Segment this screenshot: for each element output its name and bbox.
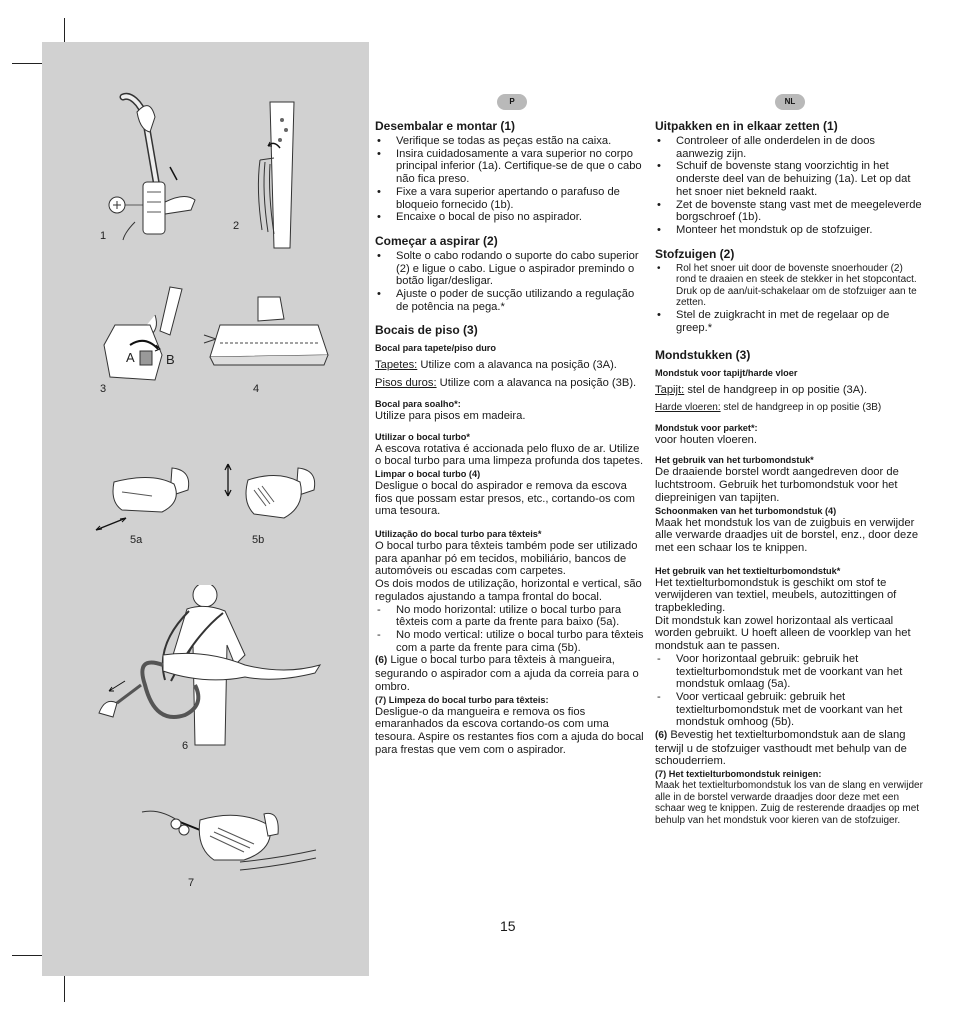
paragraph-text: Utilize com a alavanca na posição (3B). <box>436 377 637 390</box>
bullet-list <box>375 250 645 314</box>
section-heading: Começar a aspirar (2) <box>375 233 498 248</box>
paragraph-text: stel de handgreep in op positie (3B) <box>720 402 882 414</box>
figure-label: 2 <box>233 220 240 232</box>
subheading: (7) Het textielturbomondstuk reinigen: <box>655 769 822 780</box>
subheading: Het gebruik van het turbomondstuk* <box>655 455 814 466</box>
paragraph: Utilize para pisos em madeira. <box>375 409 526 422</box>
figure-label: 7 <box>188 877 195 889</box>
list-item: • Rol het snoer uit door de bovenste snoerhouder (2) rond te draaien en steek de stekker in het stopcontact. Druk op de aan/uit-schakelaar om de stofzuiger aan te zetten. <box>655 263 925 309</box>
figure-label: 4 <box>253 383 260 395</box>
paragraph: Dit mondstuk kan zowel horizontaal als verticaal worden gebruikt. U hoeft alleen de voorklep van het mondstuk aan te passen. <box>655 614 911 653</box>
paragraph: O bocal turbo para têxteis também pode ser utilizado para apanhar pó em tecidos, mobiliário, bancos de automóveis ou escadas com carpetes. <box>375 540 638 578</box>
subheading: Schoonmaken van het turbomondstuk (4) <box>655 505 837 516</box>
language-badge-p: P <box>497 94 527 110</box>
paragraph <box>655 384 925 397</box>
paragraph <box>375 359 645 372</box>
step-number: (6) <box>375 655 388 667</box>
paragraph-text: Ligue o bocal turbo para têxteis à mangueira, segurando o aspirador com a ajuda da correia para o ombro. <box>375 654 639 693</box>
paragraph: Maak het mondstuk los van de zuigbuis en verwijder alle verwarde draadjes uit de borstel, enz., door deze met een schaar los te knippen. <box>655 516 919 554</box>
bullet-list <box>655 135 925 237</box>
subheading: Het gebruik van het textielturbomondstuk* <box>655 565 841 576</box>
section-heading: Bocais de piso (3) <box>375 323 478 338</box>
list-item: • Encaixe o bocal de piso no aspirador. <box>375 211 645 224</box>
list-item: • Ajuste o poder de sucção utilizando a regulação de potência na pega.* <box>375 288 645 313</box>
subheading: Utilização do bocal turbo para têxteis* <box>375 529 542 540</box>
paragraph: Desligue-o da mangueira e remova os fios emaranhados da escova cortando-os com uma tesoura. Aspire os restantes fios com a ajuda do bocal para frestas que vem com o aspirador. <box>375 705 644 756</box>
figure-label: 3 <box>100 383 107 395</box>
section-heading: Stofzuigen (2) <box>655 246 735 261</box>
underlined-term: Harde vloeren: <box>655 402 721 414</box>
dash-list <box>375 604 645 655</box>
subheading: Bocal para tapete/piso duro <box>375 343 496 354</box>
subheading: Limpar o bocal turbo (4) <box>375 468 481 479</box>
list-item: • Solte o cabo rodando o suporte do cabo superior (2) e ligue o cabo. Ligue o aspirador premindo o botão ligar/desligar. <box>375 250 645 288</box>
floor-nozzle-lever-illustration <box>100 285 190 385</box>
paragraph <box>375 654 645 693</box>
bullet-list <box>375 135 645 224</box>
list-item: - No modo horizontal: utilize o bocal turbo para têxteis com a parte da frente para baixo (5a). <box>375 604 645 629</box>
paragraph: Os dois modos de utilização, horizontal e vertical, são regulados ajustando a tampa frontal do bocal. <box>375 578 642 603</box>
figure-label: 6 <box>182 740 189 752</box>
paragraph: A escova rotativa é accionada pelo fluxo de ar. Utilize o bocal turbo para uma limpeza profunda dos tapetes. <box>375 442 644 468</box>
list-item: • Zet de bovenste stang vast met de meegeleverde borgschroef (1b). <box>655 199 925 224</box>
fig3-mark-a: A <box>126 350 135 365</box>
paragraph-text: Utilize com a alavanca na posição (3A). <box>417 359 617 372</box>
shoulder-strap-person-illustration <box>95 585 325 750</box>
figure-label: 1 <box>100 230 107 242</box>
list-item: • Monteer het mondstuk op de stofzuiger. <box>655 224 925 237</box>
vacuum-assembly-illustration <box>95 92 205 242</box>
underlined-term: Tapetes: <box>375 359 418 372</box>
paragraph: Het textielturbomondstuk is geschikt om stof te verwijderen van textiel, meubels, autozittingen of trapbekleding. <box>655 576 897 615</box>
paragraph: De draaiende borstel wordt aangedreven door de luchtstroom. Gebruik het turbomondstuk voor het diepreinigen van tapijten. <box>655 466 899 504</box>
section-heading: Desembalar e montar (1) <box>375 119 516 133</box>
section-heading: Uitpakken en in elkaar zetten (1) <box>655 119 838 133</box>
paragraph: Maak het textielturbomondstuk los van de slang en verwijder alle in de borstel verwarde draadjes door deze met een schaar weg te knippen. Zuig de resterende draadjes op met behulp van het mondstuk voor kieren van de stofzuiger. <box>655 780 923 826</box>
list-item: • Stel de zuigkracht in met de regelaar op de greep.* <box>655 309 925 334</box>
subheading: (7) Limpeza do bocal turbo para têxteis: <box>375 694 549 705</box>
subheading: Utilizar o bocal turbo* <box>375 431 470 442</box>
list-item: • Schuif de bovenste stang voorzichtig in het onderste deel van de behuizing (1a). Let op dat het snoer niet bekneld raakt. <box>655 160 925 198</box>
paragraph: Desligue o bocal do aspirador e remova da escova fios que possam estar presos, etc., cortando-os com uma tesoura. <box>375 479 635 518</box>
bullet-list <box>655 263 925 335</box>
figure-label: 5a <box>130 534 143 546</box>
paragraph-text: Bevestig het textielturbomondstuk aan de slang terwijl u de stofzuiger vasthoudt met behulp van de schouderriem. <box>655 729 907 768</box>
paragraph: voor houten vloeren. <box>655 433 757 446</box>
subheading: Mondstuk voor tapijt/harde vloer <box>655 368 798 379</box>
paragraph <box>375 377 645 390</box>
subheading: Mondstuk voor parket*: <box>655 422 758 433</box>
list-item: • Insira cuidadosamente a vara superior no corpo principal inferior (1a). Certifique-se de que o cabo não fica preso. <box>375 148 645 186</box>
section-heading: Mondstukken (3) <box>655 348 751 363</box>
dutch-column <box>655 93 925 827</box>
list-item: - No modo vertical: utilize o bocal turbo para têxteis com a parte da frente para cima (5b). <box>375 629 645 654</box>
dash-list <box>655 653 925 729</box>
portuguese-column <box>375 93 645 756</box>
page-number: 15 <box>500 918 516 934</box>
list-item: • Fixe a vara superior apertando o parafuso de bloqueio fornecido (1b). <box>375 186 645 211</box>
underlined-term: Pisos duros: <box>375 377 437 390</box>
paragraph <box>655 729 925 768</box>
step-number: (6) <box>655 730 668 742</box>
underlined-term: Tapijt: <box>655 384 685 397</box>
list-item: - Voor horizontaal gebruik: gebruik het textielturbomondstuk met de voorkant van het mondstuk omlaag (5a). <box>655 653 925 691</box>
fig3-mark-b: B <box>166 352 175 367</box>
paragraph <box>655 402 925 414</box>
paragraph-text: stel de handgreep in op positie (3A). <box>684 384 868 397</box>
list-item: • Verifique se todas as peças estão na caixa. <box>375 135 645 148</box>
list-item: • Controleer of alle onderdelen in de doos aanwezig zijn. <box>655 135 925 160</box>
turbo-nozzle-horizontal-illustration <box>92 462 202 534</box>
language-badge-nl: NL <box>775 94 805 110</box>
list-item: - Voor verticaal gebruik: gebruik het textielturbomondstuk met de voorkant van het mondstuk omhoog (5b). <box>655 691 925 729</box>
subheading: Bocal para soalho*: <box>375 398 461 409</box>
parquet-nozzle-illustration <box>200 295 335 375</box>
turbo-nozzle-vertical-illustration <box>218 462 328 534</box>
cord-hook-illustration <box>250 100 310 250</box>
figure-label: 5b <box>252 534 265 546</box>
scissors-cleaning-brush-illustration <box>140 800 320 880</box>
